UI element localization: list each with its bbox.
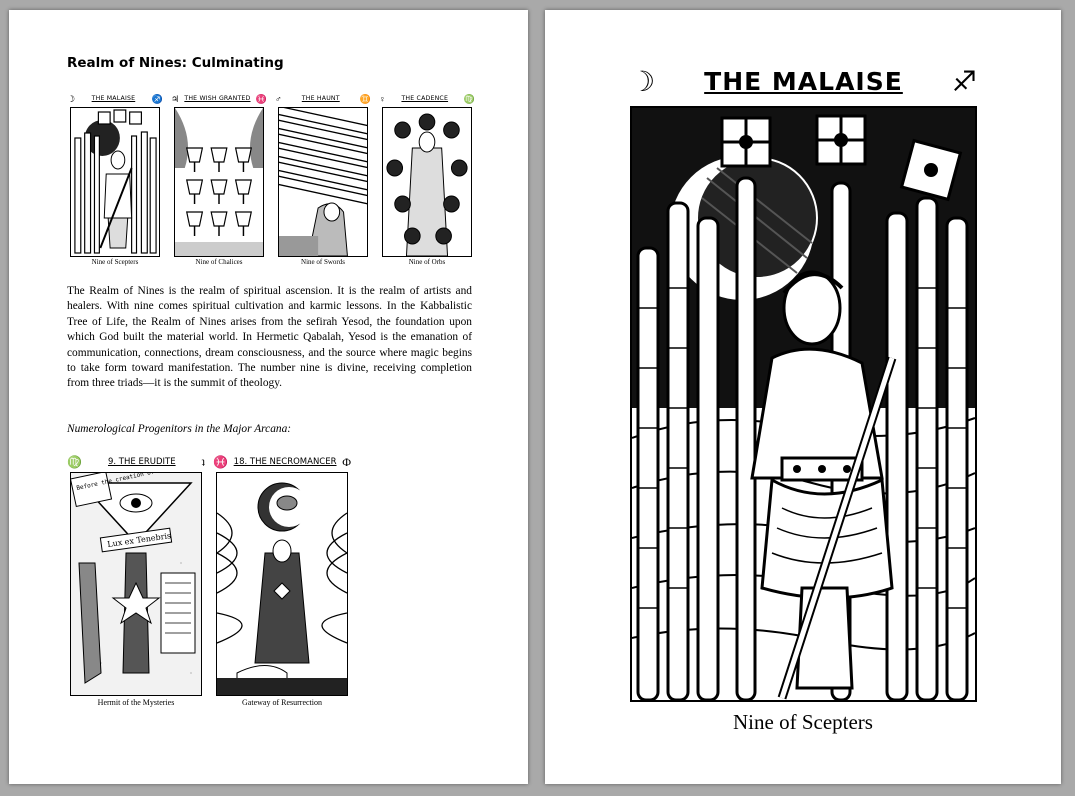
body-paragraph: The Realm of Nines is the realm of spiritual ascension. It is the realm of artists and healers. With nine comes spiritual cultivation and karmic lessons. In the Kabbalistic Tree of Life, the Realm of Nines arises from the sefirah Yesod, the foundation upon which God built the material world. In Hermetic Qabalah, Yesod is the emanation of communication, connections, dream consciousness, and the source where magic begins to take form toward manifestation. The number nine is divine, receiving completion from three triads—it is the summit of theology. (67, 285, 472, 390)
card-illustration (70, 107, 160, 257)
card-the-erudite[interactable] (67, 452, 205, 712)
card-name: 18. THE NECROMANCER (233, 457, 337, 467)
card-illustration (70, 472, 202, 696)
sagittarius-icon: ♐ (151, 94, 163, 104)
pisces-icon: ♓ (255, 94, 267, 104)
virgo-icon: ♍ (463, 94, 475, 104)
card-name: THE MALAISE (704, 66, 903, 96)
card-illustration (278, 107, 368, 257)
card-header (379, 92, 475, 106)
card-illustration (630, 106, 977, 702)
card-caption: Gateway of Resurrection (242, 698, 322, 707)
card-nine-of-orbs[interactable] (379, 90, 475, 275)
card-name: THE HAUNT (301, 95, 340, 102)
gemini-icon: ♊ (359, 94, 371, 104)
card-name: 9. THE ERUDITE (108, 457, 176, 467)
subheading: Numerological Progenitors in the Major Arcana: (67, 423, 292, 435)
moon-icon: ☽ (630, 64, 656, 98)
planet-glyph-icon: ʇ (201, 454, 205, 469)
card-nine-of-chalices[interactable] (171, 90, 267, 275)
venus-icon: ♀ (379, 94, 386, 104)
mars-icon: ♂ (275, 94, 282, 104)
pisces-icon: ♓ (213, 454, 228, 469)
card-caption: Nine of Chalices (195, 258, 243, 266)
card-header (171, 92, 267, 106)
card-header (630, 58, 977, 104)
right-page (545, 10, 1061, 784)
card-illustration (382, 107, 472, 257)
card-caption: Nine of Scepters (91, 258, 139, 266)
card-header (275, 92, 371, 106)
moon-icon: ☽ (67, 94, 76, 104)
card-name: THE WISH GRANTED (184, 95, 251, 102)
card-name: THE MALAISE (91, 95, 136, 102)
jupiter-icon: ♃ (171, 94, 180, 104)
card-name: THE CADENCE (401, 95, 449, 102)
card-illustration (216, 472, 348, 696)
banner-text: Lux ex Tenebris (106, 531, 172, 549)
card-caption: Nine of Orbs (408, 258, 446, 266)
card-nine-of-swords[interactable] (275, 90, 371, 275)
card-caption: Nine of Swords (301, 258, 345, 266)
card-illustration (174, 107, 264, 257)
planet-glyph-icon: Φ (342, 454, 351, 469)
virgo-icon: ♍ (67, 454, 82, 469)
card-header (67, 452, 205, 472)
sagittarius-icon: ♐ (951, 64, 977, 98)
card-caption: Hermit of the Mysteries (97, 698, 175, 707)
card-header (213, 452, 351, 472)
card-header (67, 92, 163, 106)
left-page (9, 10, 528, 784)
card-nine-of-scepters[interactable] (67, 90, 163, 275)
minor-card-row (67, 90, 475, 275)
page-title: Realm of Nines: Culminating (67, 55, 284, 71)
card-the-necromancer[interactable] (213, 452, 351, 712)
card-caption: Nine of Scepters (733, 710, 873, 734)
scroll-text: Before the creation (75, 473, 145, 492)
